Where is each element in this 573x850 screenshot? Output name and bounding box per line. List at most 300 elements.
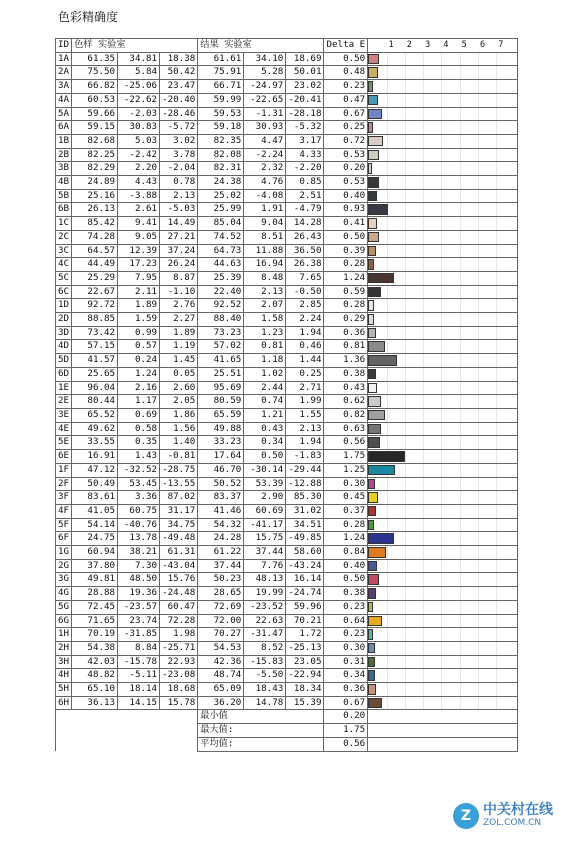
cell-sample-a: 0.35 <box>118 436 160 450</box>
cell-result-L: 80.59 <box>198 395 244 409</box>
cell-sample-L: 83.61 <box>72 491 118 505</box>
scale-tick-label: 6 <box>479 40 486 50</box>
cell-result-L: 74.52 <box>198 230 244 244</box>
cell-result-a: 5.28 <box>244 66 286 80</box>
cell-sample-a: 7.30 <box>118 559 160 573</box>
cell-result-b: -22.94 <box>286 669 324 683</box>
cell-sample-b: 1.86 <box>160 408 198 422</box>
cell-id: 3H <box>56 655 72 669</box>
cell-bar <box>368 546 518 560</box>
page-title: 色彩精确度 <box>58 10 119 24</box>
cell-bar <box>368 683 518 697</box>
cell-id: 4G <box>56 587 72 601</box>
cell-bar <box>368 299 518 313</box>
cell-result-a: 4.76 <box>244 176 286 190</box>
cell-delta: 0.38 <box>324 367 368 381</box>
cell-sample-a: 1.89 <box>118 299 160 313</box>
cell-id: 4E <box>56 422 72 436</box>
cell-result-L: 57.02 <box>198 340 244 354</box>
cell-result-L: 33.23 <box>198 436 244 450</box>
cell-result-L: 82.35 <box>198 134 244 148</box>
cell-delta: 0.40 <box>324 189 368 203</box>
summary-row <box>56 724 518 738</box>
cell-result-L: 42.36 <box>198 655 244 669</box>
cell-result-b: -28.18 <box>286 107 324 121</box>
cell-sample-a: 2.20 <box>118 162 160 176</box>
cell-sample-L: 44.49 <box>72 258 118 272</box>
cell-result-L: 37.44 <box>198 559 244 573</box>
cell-result-L: 22.40 <box>198 285 244 299</box>
cell-sample-L: 24.75 <box>72 532 118 546</box>
cell-sample-a: -23.57 <box>118 600 160 614</box>
scale-tick-label: 5 <box>461 40 467 50</box>
cell-sample-a: 2.11 <box>118 285 160 299</box>
cell-bar <box>368 66 518 80</box>
table-row <box>56 518 518 532</box>
delta-bar <box>368 383 377 394</box>
cell-sample-a: -40.76 <box>118 518 160 532</box>
cell-result-b: -24.74 <box>286 587 324 601</box>
table-row <box>56 340 518 354</box>
delta-bar <box>368 369 376 380</box>
cell-delta: 0.81 <box>324 340 368 354</box>
cell-bar <box>368 463 518 477</box>
cell-sample-a: 8.84 <box>118 641 160 655</box>
cell-result-a: 0.43 <box>244 422 286 436</box>
table-row <box>56 313 518 327</box>
cell-result-b: 0.85 <box>286 176 324 190</box>
cell-result-L: 75.91 <box>198 66 244 80</box>
delta-bar <box>368 602 373 613</box>
cell-result-a: -22.65 <box>244 93 286 107</box>
table-row <box>56 477 518 491</box>
delta-bar <box>368 396 381 407</box>
cell-delta: 0.45 <box>324 491 368 505</box>
summary-value: 0.20 <box>324 710 368 724</box>
cell-result-a: -2.24 <box>244 148 286 162</box>
cell-result-a: 2.13 <box>244 285 286 299</box>
delta-bar <box>368 629 373 640</box>
cell-sample-L: 54.38 <box>72 641 118 655</box>
zol-logo-icon: Z <box>453 803 479 829</box>
cell-bar <box>368 258 518 272</box>
cell-delta: 0.56 <box>324 436 368 450</box>
cell-sample-b: 1.45 <box>160 354 198 368</box>
cell-bar <box>368 244 518 258</box>
cell-result-a: -30.14 <box>244 463 286 477</box>
delta-bar <box>368 643 374 654</box>
cell-sample-b: 50.42 <box>160 66 198 80</box>
cell-result-b: 2.24 <box>286 313 324 327</box>
cell-sample-b: 2.05 <box>160 395 198 409</box>
cell-result-b: -20.41 <box>286 93 324 107</box>
cell-sample-L: 25.29 <box>72 271 118 285</box>
scale-tick-label: 3 <box>425 40 431 50</box>
cell-sample-a: 0.99 <box>118 326 160 340</box>
cell-result-a: 7.76 <box>244 559 286 573</box>
cell-result-L: 88.40 <box>198 313 244 327</box>
scale-tick-label: 1 <box>388 40 394 50</box>
delta-bar <box>368 561 376 572</box>
cell-id: 2E <box>56 395 72 409</box>
cell-delta: 0.47 <box>324 93 368 107</box>
cell-result-L: 66.71 <box>198 80 244 94</box>
cell-id: 5D <box>56 354 72 368</box>
cell-sample-b: -43.04 <box>160 559 198 573</box>
cell-bar <box>368 93 518 107</box>
cell-result-b: -0.50 <box>286 285 324 299</box>
cell-sample-b: 18.38 <box>160 52 198 66</box>
summary-label: 最大值: <box>198 724 324 738</box>
cell-delta: 0.41 <box>324 217 368 231</box>
cell-sample-b: -2.04 <box>160 162 198 176</box>
table-row <box>56 614 518 628</box>
cell-id: 3G <box>56 573 72 587</box>
cell-sample-b: -0.81 <box>160 450 198 464</box>
cell-id: 1F <box>56 463 72 477</box>
cell-bar <box>368 669 518 683</box>
cell-sample-b: 8.87 <box>160 271 198 285</box>
cell-result-b: 1.55 <box>286 408 324 422</box>
cell-bar <box>368 203 518 217</box>
delta-bar <box>368 547 386 558</box>
cell-id: 3A <box>56 80 72 94</box>
cell-result-a: 4.47 <box>244 134 286 148</box>
cell-sample-L: 92.72 <box>72 299 118 313</box>
cell-sample-L: 61.35 <box>72 52 118 66</box>
cell-sample-a: 0.58 <box>118 422 160 436</box>
cell-sample-L: 82.29 <box>72 162 118 176</box>
cell-result-L: 17.64 <box>198 450 244 464</box>
cell-sample-L: 88.85 <box>72 313 118 327</box>
table-row <box>56 176 518 190</box>
cell-id: 4C <box>56 258 72 272</box>
cell-sample-a: 9.41 <box>118 217 160 231</box>
cell-sample-a: 3.36 <box>118 491 160 505</box>
cell-result-L: 24.28 <box>198 532 244 546</box>
cell-result-a: -23.52 <box>244 600 286 614</box>
cell-sample-b: 3.02 <box>160 134 198 148</box>
table-row <box>56 258 518 272</box>
cell-sample-a: 0.69 <box>118 408 160 422</box>
cell-id: 1E <box>56 381 72 395</box>
cell-sample-L: 60.53 <box>72 93 118 107</box>
cell-id: 5F <box>56 518 72 532</box>
header-scale <box>368 39 518 53</box>
cell-id: 3B <box>56 162 72 176</box>
color-accuracy-table <box>55 38 518 752</box>
cell-sample-a: 1.59 <box>118 313 160 327</box>
cell-result-L: 25.51 <box>198 367 244 381</box>
cell-result-L: 65.59 <box>198 408 244 422</box>
cell-id: 1H <box>56 628 72 642</box>
cell-delta: 0.30 <box>324 477 368 491</box>
delta-bar <box>368 520 374 531</box>
cell-bar <box>368 134 518 148</box>
cell-bar <box>368 628 518 642</box>
cell-id: 4D <box>56 340 72 354</box>
cell-result-L: 65.09 <box>198 683 244 697</box>
table-row <box>56 408 518 422</box>
cell-delta: 0.40 <box>324 559 368 573</box>
delta-bar <box>368 341 385 352</box>
cell-sample-L: 65.52 <box>72 408 118 422</box>
cell-result-a: -24.97 <box>244 80 286 94</box>
cell-sample-b: 14.49 <box>160 217 198 231</box>
cell-sample-a: 1.43 <box>118 450 160 464</box>
table-row <box>56 641 518 655</box>
cell-result-b: 18.69 <box>286 52 324 66</box>
cell-bar <box>368 121 518 135</box>
cell-sample-L: 74.28 <box>72 230 118 244</box>
cell-sample-L: 26.13 <box>72 203 118 217</box>
cell-delta: 0.28 <box>324 299 368 313</box>
cell-bar <box>368 573 518 587</box>
cell-result-b: 2.51 <box>286 189 324 203</box>
cell-result-a: 8.48 <box>244 271 286 285</box>
cell-id: 5A <box>56 107 72 121</box>
cell-result-a: 8.51 <box>244 230 286 244</box>
cell-sample-a: 0.57 <box>118 340 160 354</box>
cell-sample-L: 65.10 <box>72 683 118 697</box>
cell-delta: 0.37 <box>324 504 368 518</box>
delta-bar <box>368 204 388 215</box>
table-row <box>56 395 518 409</box>
cell-bar <box>368 80 518 94</box>
cell-sample-a: 2.61 <box>118 203 160 217</box>
cell-sample-a: -2.03 <box>118 107 160 121</box>
watermark-cn: 中关村在线 <box>483 802 553 819</box>
cell-sample-L: 41.57 <box>72 354 118 368</box>
table-row <box>56 696 518 710</box>
scale-tick-label: 2 <box>406 40 412 50</box>
cell-result-a: 18.43 <box>244 683 286 697</box>
delta-bar <box>368 54 379 65</box>
cell-result-L: 61.22 <box>198 546 244 560</box>
cell-delta: 0.23 <box>324 600 368 614</box>
cell-sample-a: 34.81 <box>118 52 160 66</box>
cell-result-L: 64.73 <box>198 244 244 258</box>
cell-result-L: 24.38 <box>198 176 244 190</box>
cell-result-a: -31.47 <box>244 628 286 642</box>
cell-sample-L: 82.25 <box>72 148 118 162</box>
delta-bar <box>368 479 374 490</box>
cell-sample-b: -5.03 <box>160 203 198 217</box>
cell-result-b: 16.14 <box>286 573 324 587</box>
cell-result-L: 50.52 <box>198 477 244 491</box>
cell-result-L: 49.88 <box>198 422 244 436</box>
cell-result-b: 14.28 <box>286 217 324 231</box>
cell-result-L: 59.18 <box>198 121 244 135</box>
cell-sample-b: 87.02 <box>160 491 198 505</box>
delta-bar <box>368 465 394 476</box>
cell-sample-a: -15.78 <box>118 655 160 669</box>
cell-result-a: 0.74 <box>244 395 286 409</box>
table-row <box>56 271 518 285</box>
cell-result-b: -29.44 <box>286 463 324 477</box>
cell-sample-a: -32.52 <box>118 463 160 477</box>
cell-sample-a: 1.17 <box>118 395 160 409</box>
cell-sample-a: 12.39 <box>118 244 160 258</box>
cell-result-a: 1.18 <box>244 354 286 368</box>
cell-sample-L: 54.14 <box>72 518 118 532</box>
delta-bar <box>368 273 394 284</box>
cell-sample-a: 13.78 <box>118 532 160 546</box>
delta-bar <box>368 506 376 517</box>
table-row <box>56 422 518 436</box>
cell-sample-L: 66.82 <box>72 80 118 94</box>
delta-bar <box>368 492 377 503</box>
cell-sample-L: 42.03 <box>72 655 118 669</box>
cell-result-a: 30.93 <box>244 121 286 135</box>
cell-delta: 0.30 <box>324 641 368 655</box>
cell-result-L: 41.65 <box>198 354 244 368</box>
cell-id: 5E <box>56 436 72 450</box>
cell-id: 1G <box>56 546 72 560</box>
cell-result-b: 85.30 <box>286 491 324 505</box>
cell-delta: 1.75 <box>324 450 368 464</box>
cell-sample-b: 2.27 <box>160 313 198 327</box>
cell-sample-L: 28.88 <box>72 587 118 601</box>
cell-result-b: -4.79 <box>286 203 324 217</box>
cell-delta: 0.53 <box>324 148 368 162</box>
cell-id: 5C <box>56 271 72 285</box>
cell-result-b: 2.71 <box>286 381 324 395</box>
cell-result-a: 19.99 <box>244 587 286 601</box>
cell-sample-b: 15.76 <box>160 573 198 587</box>
cell-id: 6G <box>56 614 72 628</box>
cell-bar <box>368 436 518 450</box>
cell-id: 6C <box>56 285 72 299</box>
cell-result-a: 34.10 <box>244 52 286 66</box>
cell-sample-a: 30.83 <box>118 121 160 135</box>
cell-delta: 0.23 <box>324 628 368 642</box>
cell-result-b: 23.05 <box>286 655 324 669</box>
cell-result-b: -2.20 <box>286 162 324 176</box>
cell-delta: 0.48 <box>324 66 368 80</box>
cell-sample-b: -5.72 <box>160 121 198 135</box>
cell-sample-b: -20.40 <box>160 93 198 107</box>
cell-bar <box>368 326 518 340</box>
cell-id: 3D <box>56 326 72 340</box>
cell-bar <box>368 477 518 491</box>
delta-bar <box>368 355 397 366</box>
cell-sample-b: 0.78 <box>160 176 198 190</box>
cell-bar <box>368 107 518 121</box>
cell-id: 6B <box>56 203 72 217</box>
cell-bar <box>368 313 518 327</box>
cell-sample-a: 14.15 <box>118 696 160 710</box>
cell-result-b: 34.51 <box>286 518 324 532</box>
cell-sample-b: 3.78 <box>160 148 198 162</box>
summary-label: 最小值 <box>198 710 324 724</box>
table-row <box>56 93 518 107</box>
cell-sample-L: 82.68 <box>72 134 118 148</box>
cell-result-a: 2.32 <box>244 162 286 176</box>
table-row <box>56 559 518 573</box>
cell-delta: 0.63 <box>324 422 368 436</box>
cell-result-a: 48.13 <box>244 573 286 587</box>
cell-result-a: -4.08 <box>244 189 286 203</box>
cell-sample-b: 0.05 <box>160 367 198 381</box>
cell-id: 6A <box>56 121 72 135</box>
summary-row <box>56 737 518 751</box>
cell-sample-L: 50.49 <box>72 477 118 491</box>
cell-result-L: 36.20 <box>198 696 244 710</box>
watermark-en: ZOL.COM.CN <box>483 817 542 828</box>
header-result: 结果 实验室 <box>198 39 324 53</box>
cell-sample-L: 25.16 <box>72 189 118 203</box>
cell-sample-L: 60.94 <box>72 546 118 560</box>
cell-id: 2D <box>56 313 72 327</box>
cell-sample-a: 38.21 <box>118 546 160 560</box>
cell-result-L: 46.70 <box>198 463 244 477</box>
delta-bar <box>368 698 382 709</box>
cell-result-L: 61.61 <box>198 52 244 66</box>
cell-result-a: 37.44 <box>244 546 286 560</box>
cell-sample-b: 26.24 <box>160 258 198 272</box>
cell-result-a: 1.91 <box>244 203 286 217</box>
cell-id: 2G <box>56 559 72 573</box>
delta-bar <box>368 218 377 229</box>
delta-bar <box>368 95 378 106</box>
delta-bar <box>368 410 385 421</box>
cell-result-a: 1.58 <box>244 313 286 327</box>
cell-delta: 1.25 <box>324 463 368 477</box>
cell-sample-L: 25.65 <box>72 367 118 381</box>
cell-delta: 0.59 <box>324 285 368 299</box>
cell-sample-b: 18.68 <box>160 683 198 697</box>
cell-result-L: 73.23 <box>198 326 244 340</box>
cell-result-L: 50.23 <box>198 573 244 587</box>
cell-result-a: 53.39 <box>244 477 286 491</box>
cell-delta: 0.29 <box>324 313 368 327</box>
cell-sample-a: 19.36 <box>118 587 160 601</box>
cell-result-b: 1.99 <box>286 395 324 409</box>
cell-delta: 0.67 <box>324 696 368 710</box>
delta-bar <box>368 657 375 668</box>
cell-bar <box>368 614 518 628</box>
cell-sample-b: 61.31 <box>160 546 198 560</box>
cell-bar <box>368 587 518 601</box>
cell-sample-L: 41.05 <box>72 504 118 518</box>
cell-result-L: 25.99 <box>198 203 244 217</box>
table-row <box>56 107 518 121</box>
cell-sample-b: -13.55 <box>160 477 198 491</box>
cell-sample-a: 18.14 <box>118 683 160 697</box>
delta-bar <box>368 122 373 133</box>
cell-result-b: 26.38 <box>286 258 324 272</box>
cell-sample-L: 71.65 <box>72 614 118 628</box>
cell-result-L: 41.46 <box>198 504 244 518</box>
cell-sample-a: -5.11 <box>118 669 160 683</box>
cell-id: 3C <box>56 244 72 258</box>
table-row <box>56 450 518 464</box>
cell-result-L: 95.69 <box>198 381 244 395</box>
delta-bar <box>368 246 376 257</box>
delta-bar <box>368 616 381 627</box>
cell-sample-b: 1.40 <box>160 436 198 450</box>
cell-sample-a: -25.06 <box>118 80 160 94</box>
cell-result-b: 18.34 <box>286 683 324 697</box>
cell-bar <box>368 641 518 655</box>
cell-sample-L: 96.04 <box>72 381 118 395</box>
summary-value: 1.75 <box>324 724 368 738</box>
table-row <box>56 504 518 518</box>
cell-result-a: 2.90 <box>244 491 286 505</box>
cell-result-L: 70.27 <box>198 628 244 642</box>
cell-bar <box>368 395 518 409</box>
